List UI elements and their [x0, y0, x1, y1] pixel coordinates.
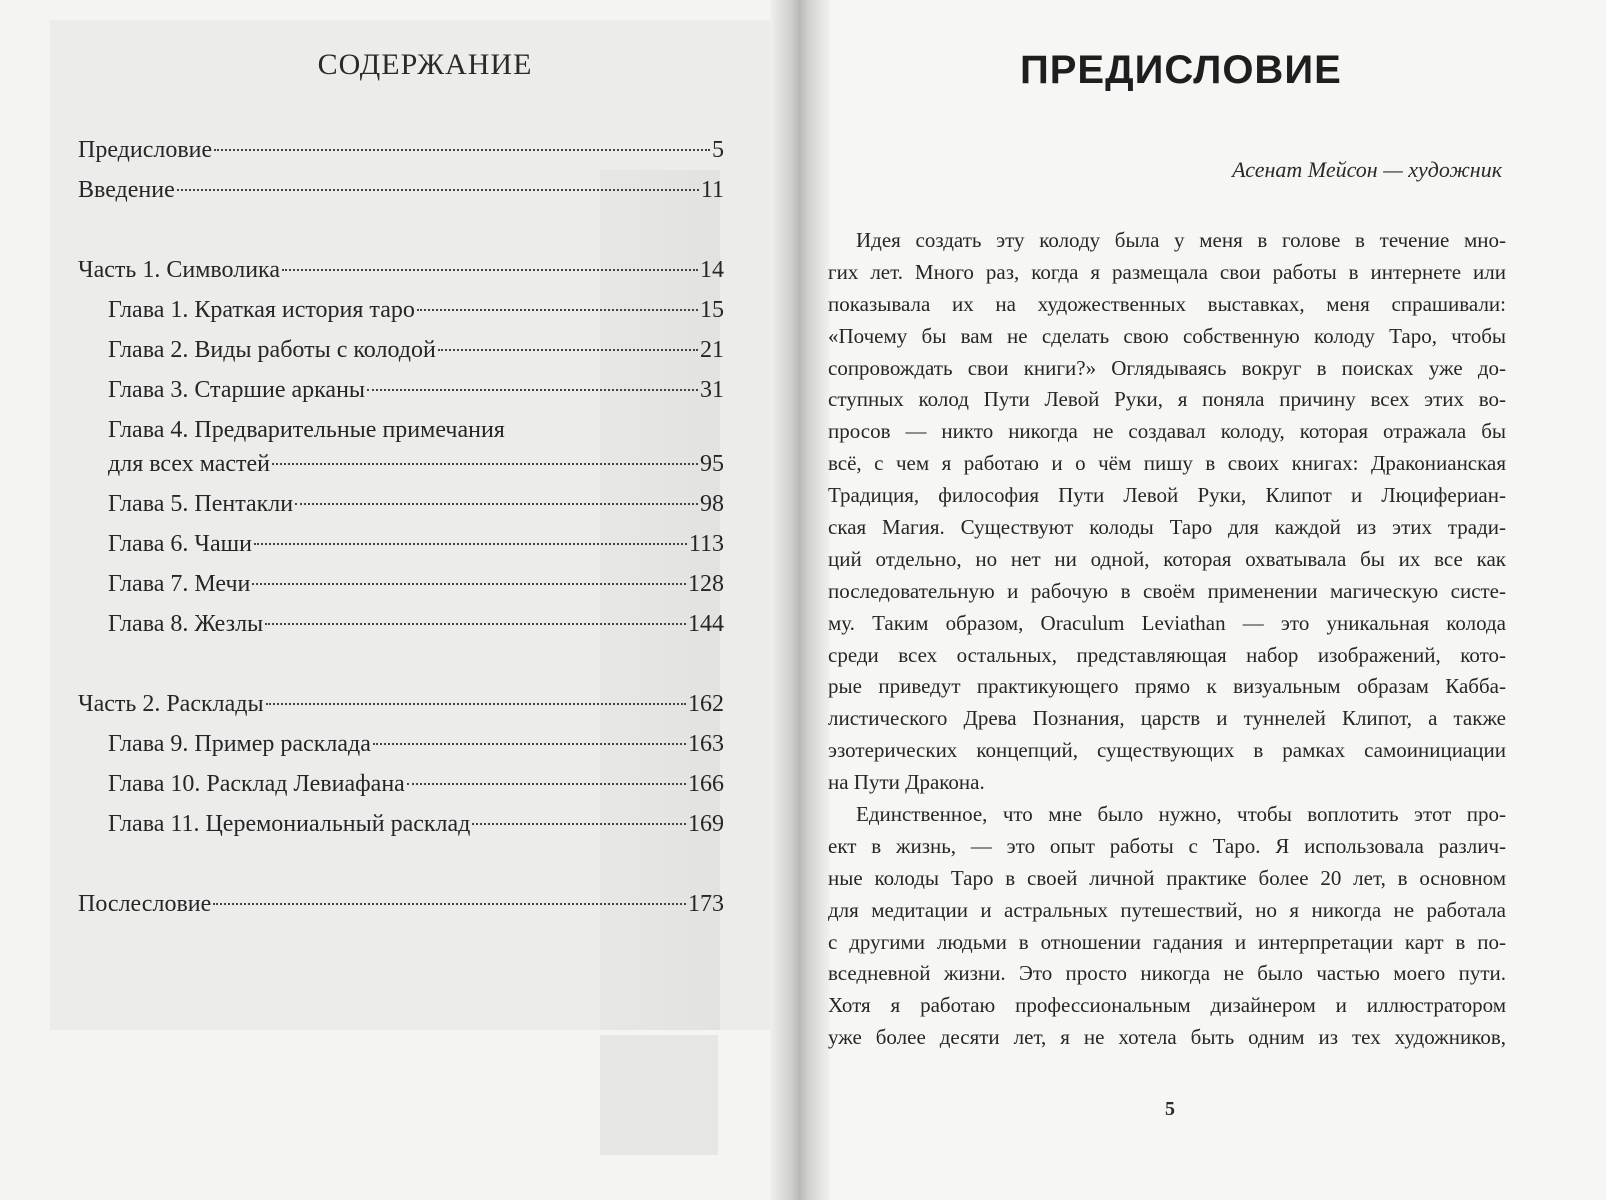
body-line: всё, с чем я работаю и о чём пишу в своих книгах: Драконианская: [828, 451, 1506, 476]
toc-title: СОДЕРЖАНИЕ: [317, 48, 533, 81]
toc-leader-dots: [266, 702, 686, 705]
toc-entry-title: Глава 7. Мечи: [108, 571, 251, 597]
toc-leader-dots: [407, 782, 686, 785]
toc-entry-title: Глава 3. Старшие арканы: [108, 377, 366, 403]
toc-entry-page: 163: [688, 731, 724, 757]
body-line: ская Магия. Существуют колоды Таро для каждой из этих тради-: [828, 515, 1506, 540]
toc-entry-title: Глава 2. Виды работы с колодой: [108, 337, 436, 363]
toc-entry-page: 11: [700, 177, 724, 203]
toc-entry-title: Глава 5. Пентакли: [108, 491, 294, 517]
toc-entry-title: Глава 1. Краткая история таро: [108, 297, 415, 323]
book-gutter: [770, 0, 830, 1200]
body-line: листического Древа Познания, царств и туннелей Клипот, а также: [828, 706, 1506, 731]
toc-entry-title-line1: Глава 4. Предварительные примечания: [108, 417, 505, 443]
toc-entry-page: 98: [700, 491, 724, 517]
body-line: ций отдельно, но нет ни одной, которая охватывала бы их все как: [828, 546, 1506, 571]
toc-entry-chapter-2[interactable]: [78, 330, 724, 370]
toc-entry-page: 173: [688, 891, 724, 917]
body-line: среди всех остальных, представляющая набор изображений, кото-: [828, 642, 1506, 667]
toc-entry-page: 169: [688, 811, 724, 837]
toc-entry-page: 162: [688, 691, 724, 717]
body-line: рые приведут практикующего прямо к визуальным образам Кабба-: [828, 674, 1506, 699]
body-line: Идея создать эту колоду была у меня в голове в течение мно-: [856, 228, 1506, 252]
body-line: эзотерических концепций, существующих в рамках самоинициации: [828, 738, 1506, 763]
preface-byline: Асенат Мейсон — художник: [1232, 157, 1502, 182]
toc-leader-dots: [254, 542, 687, 545]
toc-entry-title: Глава 8. Жезлы: [108, 611, 264, 637]
toc-entry-part-2[interactable]: [78, 684, 724, 724]
toc-leader-dots: [417, 308, 698, 311]
toc-entry-part-1[interactable]: [78, 250, 724, 290]
toc-entry-title: Предисловие: [78, 137, 213, 163]
toc-entry-page: 21: [700, 337, 724, 363]
toc-entry-title: Глава 10. Расклад Левиафана: [108, 771, 405, 797]
toc-entry-chapter-9[interactable]: [78, 724, 724, 764]
toc-leader-dots: [213, 902, 686, 905]
toc-leader-dots: [295, 502, 698, 505]
toc-entry-page: 31: [700, 377, 724, 403]
toc-leader-dots: [373, 742, 686, 745]
toc-entry-chapter-5[interactable]: [78, 484, 724, 524]
toc-entry-page: 5: [712, 137, 724, 163]
toc-entry-chapter-7[interactable]: [78, 564, 724, 604]
toc-entry-chapter-10[interactable]: [78, 764, 724, 804]
body-line: на Пути Дракона.: [828, 770, 985, 795]
toc-entry-title: Часть 2. Расклады: [78, 691, 264, 717]
toc-entry-page: 113: [688, 531, 724, 557]
toc-entry-chapter-4[interactable]: [78, 410, 724, 484]
show-through-logo: [600, 1035, 718, 1155]
body-line: последовательную и рабочую в своём применении магическую систе-: [828, 578, 1506, 603]
body-line: с другими людьми в отношении гадания и интерпретации карт в по-: [828, 929, 1506, 954]
body-line: для медитации и астральных путешествий, но я никогда не работала: [828, 897, 1506, 922]
toc-leader-dots: [438, 348, 698, 351]
toc-entry-chapter-11[interactable]: [78, 804, 724, 844]
toc-entry-title-line2: для всех мастей: [108, 451, 271, 477]
preface-title: ПРЕДИСЛОВИЕ: [1020, 48, 1342, 92]
toc-entry-title: Глава 11. Церемониальный расклад: [108, 811, 471, 837]
toc-entry-preface[interactable]: [78, 130, 724, 170]
toc-entry-introduction[interactable]: [78, 170, 724, 210]
toc-leader-dots: [252, 582, 686, 585]
page-number: 5: [1165, 1098, 1175, 1120]
body-line: гих лет. Много раз, когда я размещала свои работы в интернете или: [828, 259, 1506, 284]
toc-entry-title: Введение: [78, 177, 175, 203]
toc-leader-dots: [367, 388, 698, 391]
toc-leader-dots: [282, 268, 698, 271]
toc-leader-dots: [214, 148, 710, 151]
toc-entry-page: 95: [700, 451, 724, 477]
body-line: вседневной жизни. Это просто никогда не было частью моего пути.: [828, 961, 1506, 986]
body-line: ект в жизнь, — это опыт работы с Таро. Я использовала различ-: [828, 833, 1506, 858]
toc-entry-page: 128: [688, 571, 724, 597]
toc-entry-page: 14: [700, 257, 724, 283]
body-line: уже более десяти лет, я не хотела быть одним из тех художников,: [828, 1025, 1506, 1050]
toc-entry-chapter-8[interactable]: [78, 604, 724, 644]
toc-entry-title: Часть 1. Символика: [78, 257, 280, 283]
table-of-contents: [78, 130, 724, 924]
toc-entry-chapter-3[interactable]: [78, 370, 724, 410]
toc-entry-title: Глава 9. Пример расклада: [108, 731, 371, 757]
body-line: «Почему бы вам не сделать свою собственную колоду Таро, чтобы: [828, 323, 1506, 348]
body-line: Единственное, что мне было нужно, чтобы воплотить этот про-: [856, 802, 1506, 827]
toc-entry-title: Глава 6. Чаши: [108, 531, 252, 557]
toc-entry-chapter-6[interactable]: [78, 524, 724, 564]
preface-body: [828, 225, 1506, 1054]
body-line: му. Таким образом, Oraculum Leviathan — это уникальная колода: [828, 610, 1506, 635]
toc-entry-page: 144: [688, 611, 724, 637]
toc-leader-dots: [472, 822, 686, 825]
toc-entry-page: 166: [688, 771, 724, 797]
body-line: ступных колод Пути Левой Руки, я поняла причину всех этих во-: [828, 387, 1506, 412]
toc-entry-page: 15: [700, 297, 724, 323]
body-line: ные колоды Таро в своей личной практике более 20 лет, в основном: [828, 865, 1506, 890]
body-line: сопровождать свои книги?» Оглядываясь вокруг в поисках уже до-: [828, 355, 1506, 380]
toc-leader-dots: [265, 622, 686, 625]
body-line: Традиция, философия Пути Левой Руки, Клипот и Люцифериан-: [828, 483, 1506, 508]
body-line: Хотя я работаю профессиональным дизайнером и иллюстратором: [828, 993, 1506, 1018]
body-line: показывала их на художественных выставках, меня спрашивали:: [828, 291, 1506, 316]
toc-entry-chapter-1[interactable]: [78, 290, 724, 330]
toc-leader-dots: [177, 188, 699, 191]
toc-leader-dots: [272, 462, 698, 465]
toc-entry-afterword[interactable]: [78, 884, 724, 924]
toc-entry-title: Послесловие: [78, 891, 212, 917]
body-line: просов — никто никогда не создавал колоду, которая отражала бы: [828, 419, 1506, 444]
